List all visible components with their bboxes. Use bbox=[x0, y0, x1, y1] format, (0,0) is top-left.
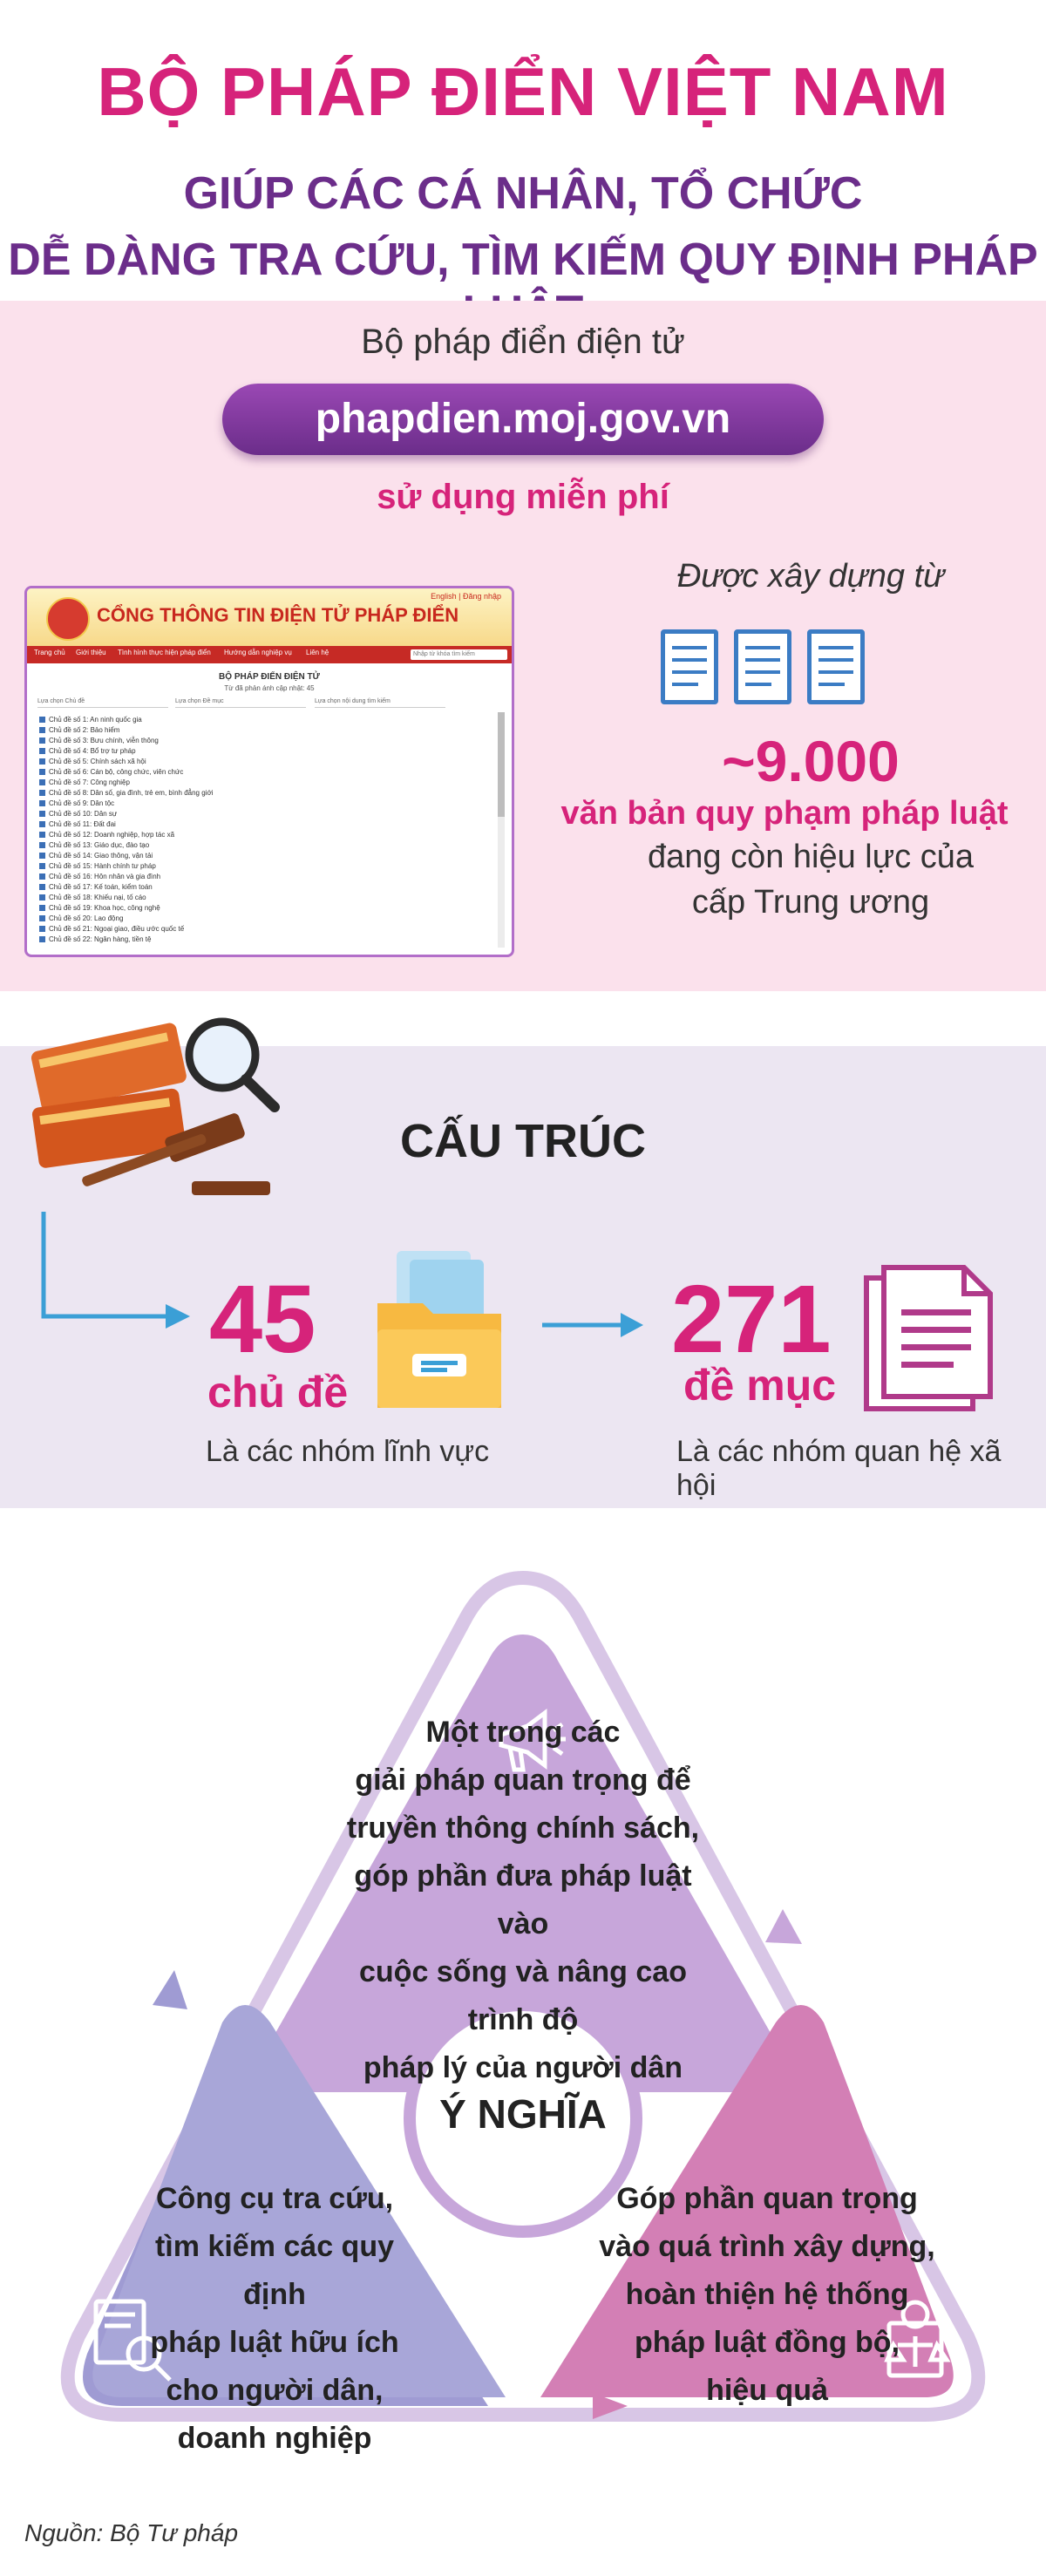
folder-icon bbox=[39, 758, 45, 765]
structure-arrow bbox=[35, 1212, 200, 1334]
website-topic-label: Chủ đề số 1: An ninh quốc gia bbox=[49, 716, 142, 724]
website-topic-label: Chủ đề số 4: Bổ trợ tư pháp bbox=[49, 747, 136, 755]
folder-icon bbox=[39, 737, 45, 744]
folder-icon bbox=[39, 936, 45, 942]
free-label: sử dụng miễn phí bbox=[377, 478, 669, 516]
meaning-top-line: pháp lý của người dân bbox=[363, 2051, 683, 2084]
meaning-top-line: giải pháp quan trọng để bbox=[355, 1764, 691, 1797]
website-search: Nhập từ khóa tìm kiếm bbox=[411, 649, 507, 660]
website-nav-item: Hướng dẫn nghiệp vụ bbox=[224, 649, 292, 656]
website-nav-item: Tình hình thực hiện pháp điển bbox=[118, 649, 211, 656]
website-filter: Lựa chọn Chủ đề bbox=[37, 698, 168, 708]
subtitle-line-2: DỄ DÀNG TRA CỨU, TÌM KIẾM QUY ĐỊNH PHÁP bbox=[8, 234, 1038, 285]
structure-arrow-2 bbox=[540, 1308, 645, 1342]
topics-label: chủ đề bbox=[207, 1368, 349, 1417]
folder-icon bbox=[39, 800, 45, 806]
website-scroll-thumb bbox=[498, 712, 505, 817]
website-title: CỔNG THÔNG TIN ĐIỆN TỬ PHÁP ĐIỂN bbox=[97, 604, 459, 626]
website-topic-label: Chủ đề số 6: Cán bộ, công chức, viên chức bbox=[49, 768, 184, 776]
folder-icon bbox=[39, 873, 45, 880]
folder-icon bbox=[39, 894, 45, 901]
website-topic-label: Chủ đề số 16: Hôn nhân và gia đình bbox=[49, 873, 161, 880]
meaning-right-line: Góp phần quan trọng bbox=[616, 2182, 918, 2215]
website-topic-label: Chủ đề số 17: Kế toán, kiểm toán bbox=[49, 883, 153, 891]
website-page-subtitle: Từ đã phản ánh cập nhật: 45 bbox=[224, 684, 315, 692]
website-topic-label: Chủ đề số 19: Khoa học, công nghệ bbox=[49, 904, 160, 912]
documents-type: văn bản quy phạm pháp luật bbox=[560, 795, 1009, 832]
website-topic-label: Chủ đề số 5: Chính sách xã hội bbox=[49, 758, 146, 765]
folder-icon bbox=[39, 842, 45, 848]
folder-icon bbox=[39, 853, 45, 859]
edigest-label: Bộ pháp điển điện tử bbox=[361, 323, 685, 361]
meaning-left-line: doanh nghiệp bbox=[177, 2422, 372, 2455]
meaning-left-text bbox=[131, 2175, 418, 2463]
website-topic-label: Chủ đề số 21: Ngoại giao, điều ước quốc tế bbox=[49, 925, 185, 933]
meaning-top-line: truyền thông chính sách, bbox=[346, 1811, 700, 1845]
folder-icon bbox=[39, 779, 45, 785]
website-topic-label: Chủ đề số 3: Bưu chính, viễn thông bbox=[49, 737, 159, 744]
meaning-left-line: tìm kiếm các quy định bbox=[154, 2230, 394, 2311]
topics-count: 45 bbox=[209, 1266, 316, 1373]
subtitle-line-1: GIÚP CÁC CÁ NHÂN, TỔ CHỨC bbox=[183, 168, 863, 219]
document-list-icon bbox=[863, 1264, 994, 1417]
website-page-title: BỘ PHÁP ĐIỂN ĐIỆN TỬ bbox=[219, 672, 320, 682]
meaning-right-line: vào quá trình xây dựng, bbox=[599, 2230, 935, 2263]
website-topic-label: Chủ đề số 14: Giao thông, vận tải bbox=[49, 852, 153, 860]
website-topic-label: Chủ đề số 22: Ngân hàng, tiền tệ bbox=[49, 935, 152, 943]
folder-icon bbox=[39, 915, 45, 921]
meaning-top-line: Một trong các bbox=[425, 1716, 621, 1749]
documents-status-line-2: cấp Trung ương bbox=[691, 884, 930, 921]
built-from-label: Được xây dựng từ bbox=[676, 558, 945, 595]
documents-count: ~9.000 bbox=[722, 729, 900, 793]
website-filter: Lựa chọn nội dung tìm kiếm bbox=[315, 698, 445, 708]
folder-icon bbox=[39, 748, 45, 754]
website-filter: Lựa chọn Đề mục bbox=[175, 698, 306, 708]
meaning-left-line: pháp luật hữu ích bbox=[150, 2326, 399, 2359]
folder-icon bbox=[39, 863, 45, 869]
website-topic-label: Chủ đề số 18: Khiếu nại, tố cáo bbox=[49, 894, 146, 901]
source-credit: Nguồn: Bộ Tư pháp bbox=[24, 2519, 239, 2546]
website-nav-item: Trang chủ bbox=[34, 649, 65, 656]
folder-icon bbox=[39, 821, 45, 827]
website-screenshot bbox=[24, 586, 514, 957]
meaning-right-line: hoàn thiện hệ thống bbox=[625, 2278, 909, 2311]
website-topic-label: Chủ đề số 15: Hành chính tư pháp bbox=[49, 862, 156, 870]
folder-icon bbox=[39, 884, 45, 890]
meaning-left-line: cho người dân, bbox=[166, 2374, 384, 2407]
website-nav-item: Liên hệ bbox=[306, 649, 329, 656]
documents-icon bbox=[661, 629, 879, 717]
folder-icon bbox=[39, 769, 45, 775]
website-topic-label: Chủ đề số 9: Dân tộc bbox=[49, 799, 115, 807]
website-topic-label: Chủ đề số 12: Doanh nghiệp, hợp tác xã bbox=[49, 831, 175, 839]
folder-icon bbox=[39, 832, 45, 838]
meaning-top-text bbox=[340, 1709, 706, 2092]
meaning-top-line: cuộc sống và nâng cao trình độ bbox=[359, 1955, 687, 2036]
law-books-icon bbox=[26, 1003, 288, 1212]
website-nav-item: Giới thiệu bbox=[76, 649, 106, 656]
meaning-right-text bbox=[593, 2175, 941, 2415]
meaning-right-line: pháp luật đồng bộ, bbox=[634, 2326, 900, 2359]
emblem-icon bbox=[46, 597, 90, 641]
items-label: đề mục bbox=[683, 1361, 837, 1410]
meaning-right-line: hiệu quả bbox=[706, 2374, 828, 2407]
items-count: 271 bbox=[671, 1266, 832, 1373]
meaning-left-line: Công cụ tra cứu, bbox=[155, 2182, 394, 2215]
folder-icon bbox=[39, 727, 45, 733]
website-topic-label: Chủ đề số 8: Dân số, gia đình, trẻ em, bình đẳng giới bbox=[49, 789, 214, 797]
website-topic-label: Chủ đề số 13: Giáo dục, đào tạo bbox=[49, 841, 150, 849]
folder-icon bbox=[39, 926, 45, 932]
url-link[interactable]: phapdien.moj.gov.vn bbox=[222, 384, 824, 455]
website-topic-label: Chủ đề số 10: Dân sự bbox=[49, 810, 118, 818]
meaning-label: Ý NGHĨA bbox=[439, 2091, 607, 2137]
items-description: Là các nhóm quan hệ xã hội bbox=[676, 1435, 1002, 1502]
folder-icon bbox=[39, 905, 45, 911]
page-title: BỘ PHÁP ĐIỂN VIỆT NAM bbox=[97, 53, 949, 130]
website-topic-row bbox=[39, 935, 151, 948]
folder-icon bbox=[39, 717, 45, 723]
folder-icon bbox=[39, 790, 45, 796]
topics-description: Là các nhóm lĩnh vực bbox=[206, 1435, 490, 1468]
documents-status-line-1: đang còn hiệu lực của bbox=[647, 839, 975, 875]
website-topic-label: Chủ đề số 20: Lao động bbox=[49, 914, 124, 922]
website-topic-label: Chủ đề số 2: Bảo hiểm bbox=[49, 726, 120, 734]
website-topic-label: Chủ đề số 7: Công nghiệp bbox=[49, 778, 130, 786]
folder-icon bbox=[370, 1251, 510, 1417]
structure-title: CẤU TRÚC bbox=[400, 1115, 646, 1167]
folder-icon bbox=[39, 811, 45, 817]
meaning-top-line: góp phần đưa pháp luật vào bbox=[354, 1859, 692, 1940]
website-top-links: English | Đăng nhập bbox=[431, 592, 501, 601]
website-topic-label: Chủ đề số 11: Đất đai bbox=[49, 820, 116, 828]
